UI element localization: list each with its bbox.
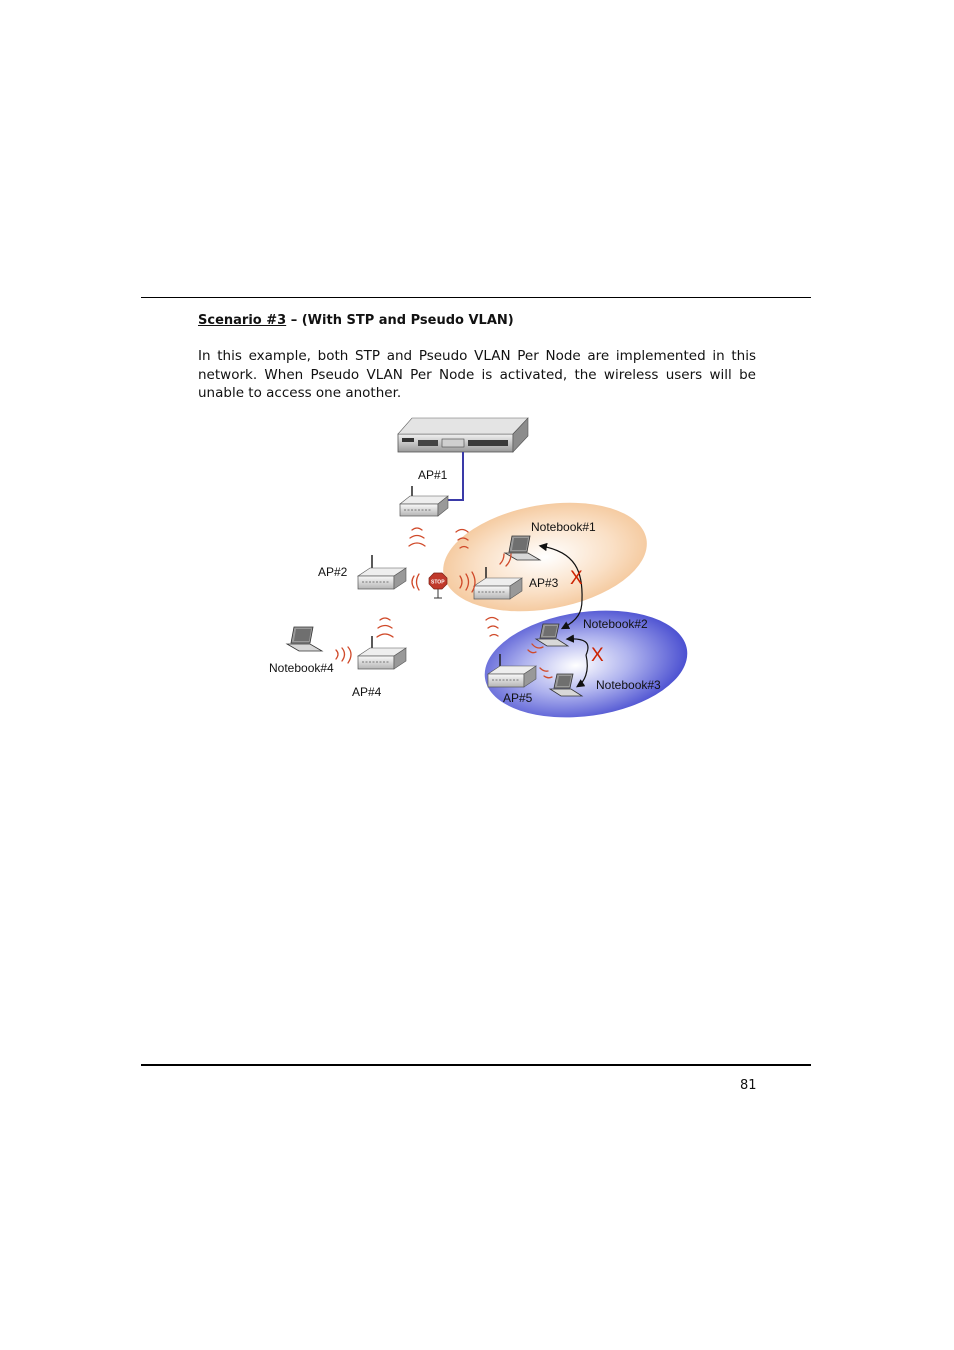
notebook1-label: Notebook#1: [531, 520, 596, 534]
notebook4-label: Notebook#4: [269, 661, 334, 675]
body-paragraph: In this example, both STP and Pseudo VLAN Per Node are implemented in this network. When Pseudo VLAN Per Node is activated, the wireless users will be unable to access one another.: [198, 348, 756, 401]
uplink-cable: [447, 452, 463, 500]
ap1-device: [400, 486, 448, 516]
stop-sign-text: STOP: [431, 579, 445, 586]
switch-device: [398, 418, 528, 452]
ap4-device: [358, 636, 406, 669]
vlan-zone-1: [435, 488, 656, 626]
ap3-label: AP#3: [529, 576, 559, 590]
scenario-label: Scenario #3: [198, 313, 287, 328]
notebook3-label: Notebook#3: [596, 678, 661, 692]
block-x-2: X: [591, 645, 604, 666]
ap2-label: AP#2: [318, 565, 348, 579]
page-number: 81: [740, 1078, 757, 1093]
ap5-label: AP#5: [503, 691, 533, 705]
scenario-suffix: – (With STP and Pseudo VLAN): [286, 313, 514, 328]
notebook4-device: [287, 627, 322, 651]
ap4-label: AP#4: [352, 685, 382, 699]
ap1-label: AP#1: [418, 468, 448, 482]
notebook2-label: Notebook#2: [583, 617, 648, 631]
stop-sign-icon: [429, 573, 447, 598]
ap2-device: [358, 555, 406, 589]
bottom-rule: [141, 1064, 811, 1066]
block-x-1: X: [570, 568, 583, 589]
